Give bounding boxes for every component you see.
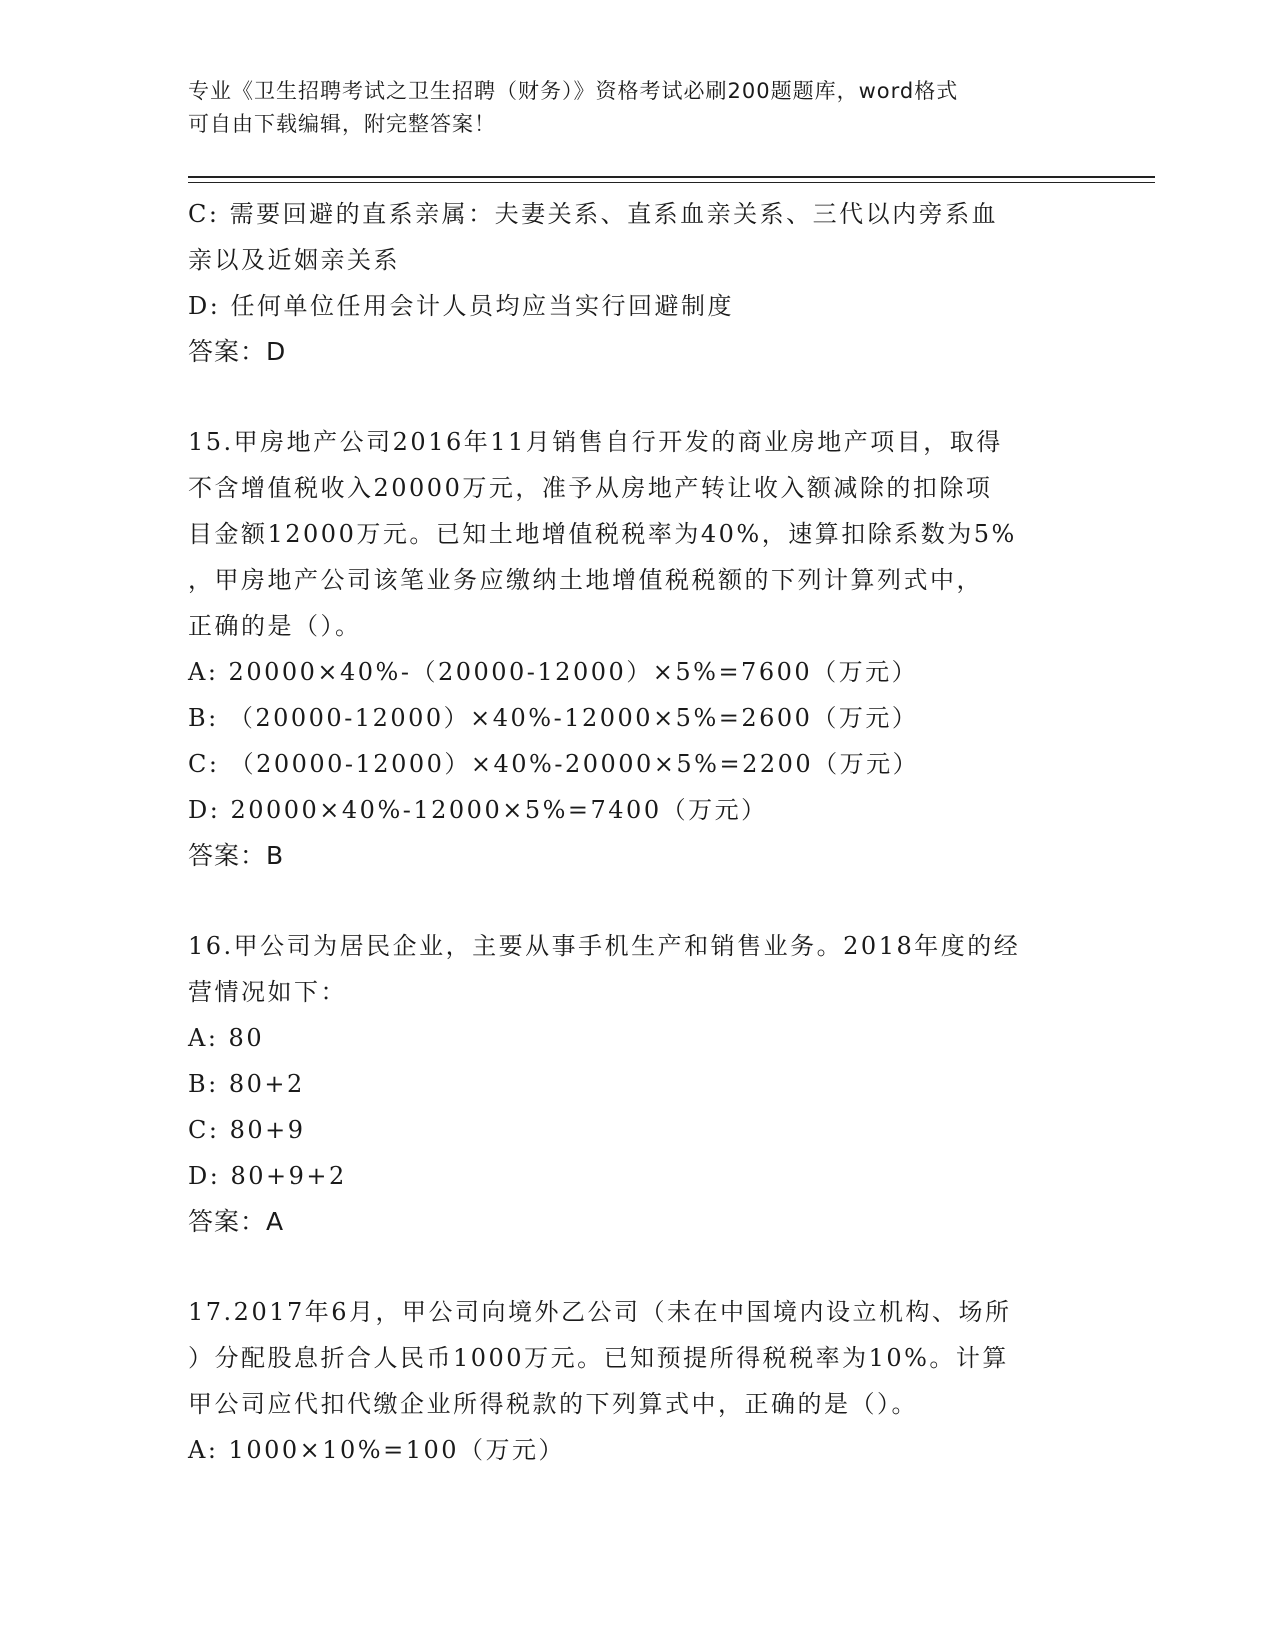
question-16 bbox=[188, 923, 1088, 1245]
question-text-line: 15.甲房地产公司2016年11月销售自行开发的商业房地产项目，取得 bbox=[188, 428, 1003, 456]
option-a: A: 20000×40%-（20000-12000）×5%=7600（万元） bbox=[188, 658, 919, 686]
question-text-line: 目金额12000万元。已知土地增值税税率为40%，速算扣除系数为5% bbox=[188, 520, 1017, 548]
question-14-continued bbox=[188, 191, 1088, 375]
option-c: C: 80+9 bbox=[188, 1116, 306, 1144]
question-17 bbox=[188, 1289, 1088, 1473]
question-text-line: 17.2017年6月，甲公司向境外乙公司（未在中国境内设立机构、场所 bbox=[188, 1298, 1012, 1326]
spacer bbox=[188, 1245, 1088, 1289]
question-text-line: 营情况如下： bbox=[188, 978, 347, 1006]
spacer bbox=[188, 375, 1088, 419]
option-c: C: （20000-12000）×40%-20000×5%=2200（万元） bbox=[188, 750, 920, 778]
header-divider-thick bbox=[188, 176, 1155, 178]
question-text-line: ）分配股息折合人民币1000万元。已知预提所得税税率为10%。计算 bbox=[188, 1344, 1009, 1372]
question-15 bbox=[188, 419, 1088, 879]
document-header bbox=[188, 75, 1088, 141]
answer-label: 答案：B bbox=[188, 841, 285, 870]
option-d: D: 80+9+2 bbox=[188, 1162, 347, 1190]
option-b: B: 80+2 bbox=[188, 1070, 305, 1098]
option-d: D: 任何单位任用会计人员均应当实行回避制度 bbox=[188, 292, 734, 320]
question-content bbox=[188, 191, 1088, 1473]
option-a: A: 1000×10%=100（万元） bbox=[188, 1436, 565, 1464]
answer-label: 答案：D bbox=[188, 337, 287, 366]
question-text-line: 不含增值税收入20000万元，准予从房地产转让收入额减除的扣除项 bbox=[188, 474, 993, 502]
question-text-line: 16.甲公司为居民企业，主要从事手机生产和销售业务。2018年度的经 bbox=[188, 932, 1021, 960]
spacer bbox=[188, 879, 1088, 923]
question-text-line: ，甲房地产公司该笔业务应缴纳土地增值税税额的下列计算列式中， bbox=[188, 566, 983, 594]
option-b: B: （20000-12000）×40%-12000×5%=2600（万元） bbox=[188, 704, 919, 732]
option-a: A: 80 bbox=[188, 1024, 265, 1052]
question-text-line: 正确的是（）。 bbox=[188, 612, 362, 640]
answer-label: 答案：A bbox=[188, 1207, 285, 1236]
question-text-line: 甲公司应代扣代缴企业所得税款的下列算式中，正确的是（）。 bbox=[188, 1390, 918, 1418]
option-d: D: 20000×40%-12000×5%=7400（万元） bbox=[188, 796, 768, 824]
header-line-1: 专业《卫生招聘考试之卫生招聘（财务）》资格考试必刷200题题库，word格式 bbox=[188, 79, 959, 103]
header-line-2: 可自由下载编辑，附完整答案！ bbox=[188, 112, 496, 136]
option-c-line-2: 亲以及近姻亲关系 bbox=[188, 246, 400, 274]
header-divider-thin bbox=[188, 182, 1155, 183]
option-c-line-1: C: 需要回避的直系亲属：夫妻关系、直系血亲关系、三代以内旁系血 bbox=[188, 200, 999, 228]
